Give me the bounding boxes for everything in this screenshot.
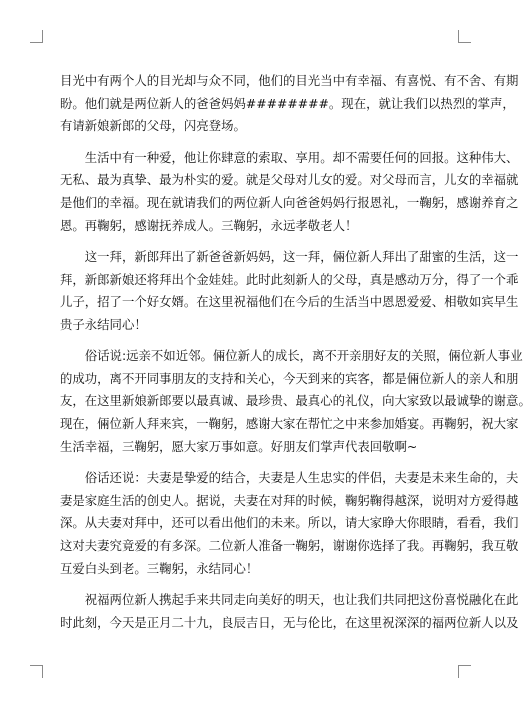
text-line: 互爱白头到老。三鞠躬，永结同心！ — [60, 560, 259, 576]
paragraph — [60, 589, 519, 634]
text-line: 时此刻，今天是正月二十九，良辰吉日，无与伦比，在这里祝深深的福两位新人以及 — [60, 614, 519, 630]
text-line: 目光中有两个人的目光却与众不同，他们的目光当中有幸福、有喜悦、有不舍、有期 — [60, 73, 519, 88]
text-line: 儿子，招了一个好女婿。在这里祝福他们在今后的生活当中恩恩爱爱、相敬如宾早生 — [60, 294, 519, 310]
text-line: 生活中有一种爱，他让你肆意的索取、享用。却不需要任何的回报。这种伟大、 — [60, 149, 519, 165]
crop-mark-bottom-left — [30, 665, 43, 678]
text-line: 俗话说:远亲不如近邻。倆位新人的成长，离不开亲朋好友的关照，倆位新人事业 — [60, 348, 523, 364]
paragraph — [60, 70, 519, 138]
text-line: 无私、最为真挚、最为朴实的爱。就是父母对儿女的爱。对父母而言，儿女的幸福就 — [60, 172, 519, 188]
text-line: 恩。再鞠躬，感谢抚养成人。三鞠躬，永远孝敬老人！ — [60, 217, 358, 233]
paragraph — [60, 345, 531, 458]
text-line: 这对夫妻究竟爱的有多深。二位新人准备一鞠躬，谢谢你选择了我。再鞠躬，我互敬 — [60, 538, 519, 554]
paragraph — [60, 467, 519, 580]
text-line: 友，在这里新娘新郎要以最真诚、最珍贵、最真心的礼仪，向大家致以最诚挚的谢意。 — [60, 393, 531, 409]
crop-mark-bottom-right — [458, 665, 471, 678]
paragraph — [60, 147, 519, 238]
text-line: 这一拜，新郎拜出了新爸爸新妈妈，这一拜，倆位新人拜出了甜蜜的生活，这一 — [60, 248, 519, 264]
text-line: 妻是家庭生活的创史人。据说，夫妻在对拜的时候，鞠躬鞠得越深，说明对方爱得越 — [60, 492, 519, 508]
text-line: 盼。他们就是两位新人的爸爸妈妈########。现在，就让我们以热烈的掌声， — [60, 95, 515, 111]
text-line: 现在，倆位新人拜来宾，一鞠躬，感谢大家在帮忙之中来参加婚宴。再鞠躬，祝大家 — [60, 416, 519, 432]
text-line: 拜，新郎新娘还将拜出个金娃娃。此时此刻新人的父母，真是感动万分，得了一个乖 — [60, 271, 519, 287]
text-line: 俗话还说：夫妻是挚爱的结合，夫妻是人生忠实的伴侣，夫妻是未来生命的，夫 — [60, 470, 519, 485]
text-line: 贵子永结同心！ — [60, 316, 147, 332]
text-line: 祝福两位新人携起手来共同走向美好的明天，也让我们共同把这份喜悦融化在此 — [60, 591, 519, 607]
paragraph — [60, 246, 519, 337]
crop-mark-top-left — [30, 30, 43, 43]
text-line: 生活幸福，三鞠躬，愿大家万事如意。好朋友们掌声代表回敬啊~ — [60, 438, 418, 454]
text-line: 的成功，离不开同事朋友的支持和关心，今天到来的宾客，都是倆位新人的亲人和朋 — [60, 370, 519, 386]
document-body — [60, 70, 531, 634]
text-line: 深。从夫妻对拜中，还可以看出他们的未来。所以，请大家睁大你眼睛，看看，我们 — [60, 515, 519, 531]
text-line: 是他们的幸福。现在就请我们的两位新人向爸爸妈妈行报恩礼，一鞠躬，感谢养育之 — [60, 194, 519, 210]
text-line: 有请新娘新郎的父母，闪亮登场。 — [60, 118, 246, 134]
crop-mark-top-right — [458, 30, 471, 43]
